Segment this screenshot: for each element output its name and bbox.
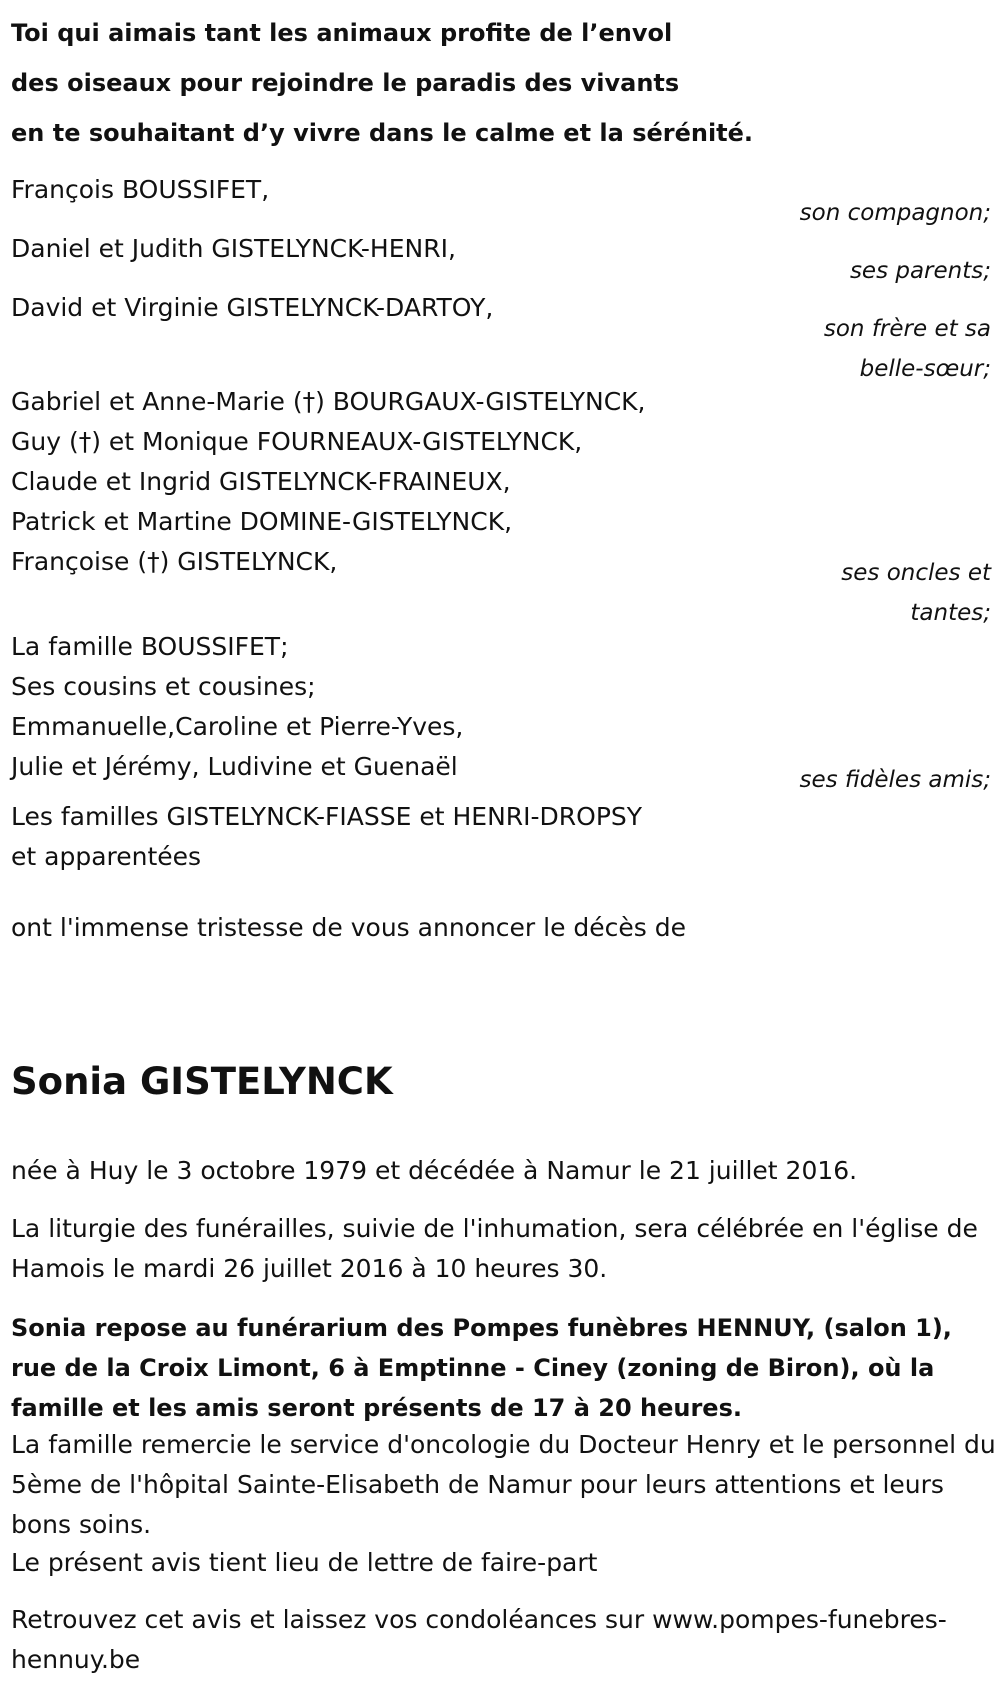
relation-line: ses oncles et (841, 560, 991, 586)
relation-label (800, 193, 991, 233)
mourner-names (11, 288, 493, 328)
poem-line: des oiseaux pour rejoindre le paradis des vivants (11, 69, 680, 97)
mourner-names (11, 797, 642, 877)
announcement-text: ont l'immense tristesse de vous annoncer le décès de (11, 913, 687, 942)
relation-label (824, 309, 991, 389)
mourner-name: François BOUSSIFET, (11, 175, 270, 204)
mourner-name: Julie et Jérémy, Ludivine et Guenaël (11, 752, 458, 781)
mourner-name: Emmanuelle,Caroline et Pierre-Yves, (11, 712, 464, 741)
relation-line: son compagnon; (799, 200, 991, 226)
birth-death-text: née à Huy le 3 octobre 1979 et décédée à Namur le 21 juillet 2016. (11, 1156, 858, 1185)
relation-label (850, 251, 991, 291)
mourner-name: Claude et Ingrid GISTELYNCK-FRAINEUX, (11, 467, 511, 496)
relation-line: tantes; (910, 600, 991, 626)
mourner-name: Patrick et Martine DOMINE-GISTELYNCK, (11, 507, 513, 536)
mourner-names (11, 170, 269, 210)
relation-label (800, 760, 992, 800)
deceased-name: Sonia GISTELYNCK (11, 1060, 393, 1103)
relation-line: son frère et sa (823, 316, 991, 342)
mourner-names (11, 229, 456, 269)
repose-text: Sonia repose au funérarium des Pompes funèbres HENNUY, (salon 1), rue de la Croix Limont, 6 à Emptinne - Ciney (zoning de Biron), où la famille et les amis seront présents de 17 à 20 heures. (11, 1314, 952, 1422)
mourner-name: Françoise (†) GISTELYNCK, (11, 547, 338, 576)
mourner-name: La famille BOUSSIFET; (11, 632, 289, 661)
condolences-text: Retrouvez cet avis et laissez vos condoléances sur www.pompes-funebres-hennuy.be (11, 1605, 947, 1674)
poem (11, 8, 753, 158)
relation-line: ses parents; (849, 258, 991, 284)
mourner-name: Daniel et Judith GISTELYNCK-HENRI, (11, 234, 456, 263)
mourner-name: Ses cousins et cousines; (11, 672, 316, 701)
mourner-name: et apparentées (11, 842, 202, 871)
thanks-text: La famille remercie le service d'oncologie du Docteur Henry et le personnel du 5ème de l'hôpital Sainte-Elisabeth de Namur pour leurs attentions et leurs bons soins. (11, 1430, 996, 1539)
poem-line: en te souhaitant d’y vivre dans le calme et la sérénité. (11, 119, 754, 147)
mourner-names (11, 382, 646, 582)
mourner-name: Gabriel et Anne-Marie (†) BOURGAUX-GISTELYNCK, (11, 387, 646, 416)
mourner-name: David et Virginie GISTELYNCK-DARTOY, (11, 293, 494, 322)
mourner-name: Les familles GISTELYNCK-FIASSE et HENRI-DROPSY (11, 802, 643, 831)
mourner-name: Guy (†) et Monique FOURNEAUX-GISTELYNCK, (11, 427, 583, 456)
poem-line: Toi qui aimais tant les animaux profite de l’envol (11, 19, 673, 47)
mourner-names (11, 627, 463, 787)
funeral-text: La liturgie des funérailles, suivie de l'inhumation, sera célébrée en l'église de Hamois le mardi 26 juillet 2016 à 10 heures 30. (11, 1214, 978, 1283)
relation-line: belle-sœur; (859, 356, 991, 382)
notice-text: Le présent avis tient lieu de lettre de faire-part (11, 1548, 598, 1577)
relation-line: ses fidèles amis; (799, 767, 991, 793)
relation-label (841, 553, 991, 633)
